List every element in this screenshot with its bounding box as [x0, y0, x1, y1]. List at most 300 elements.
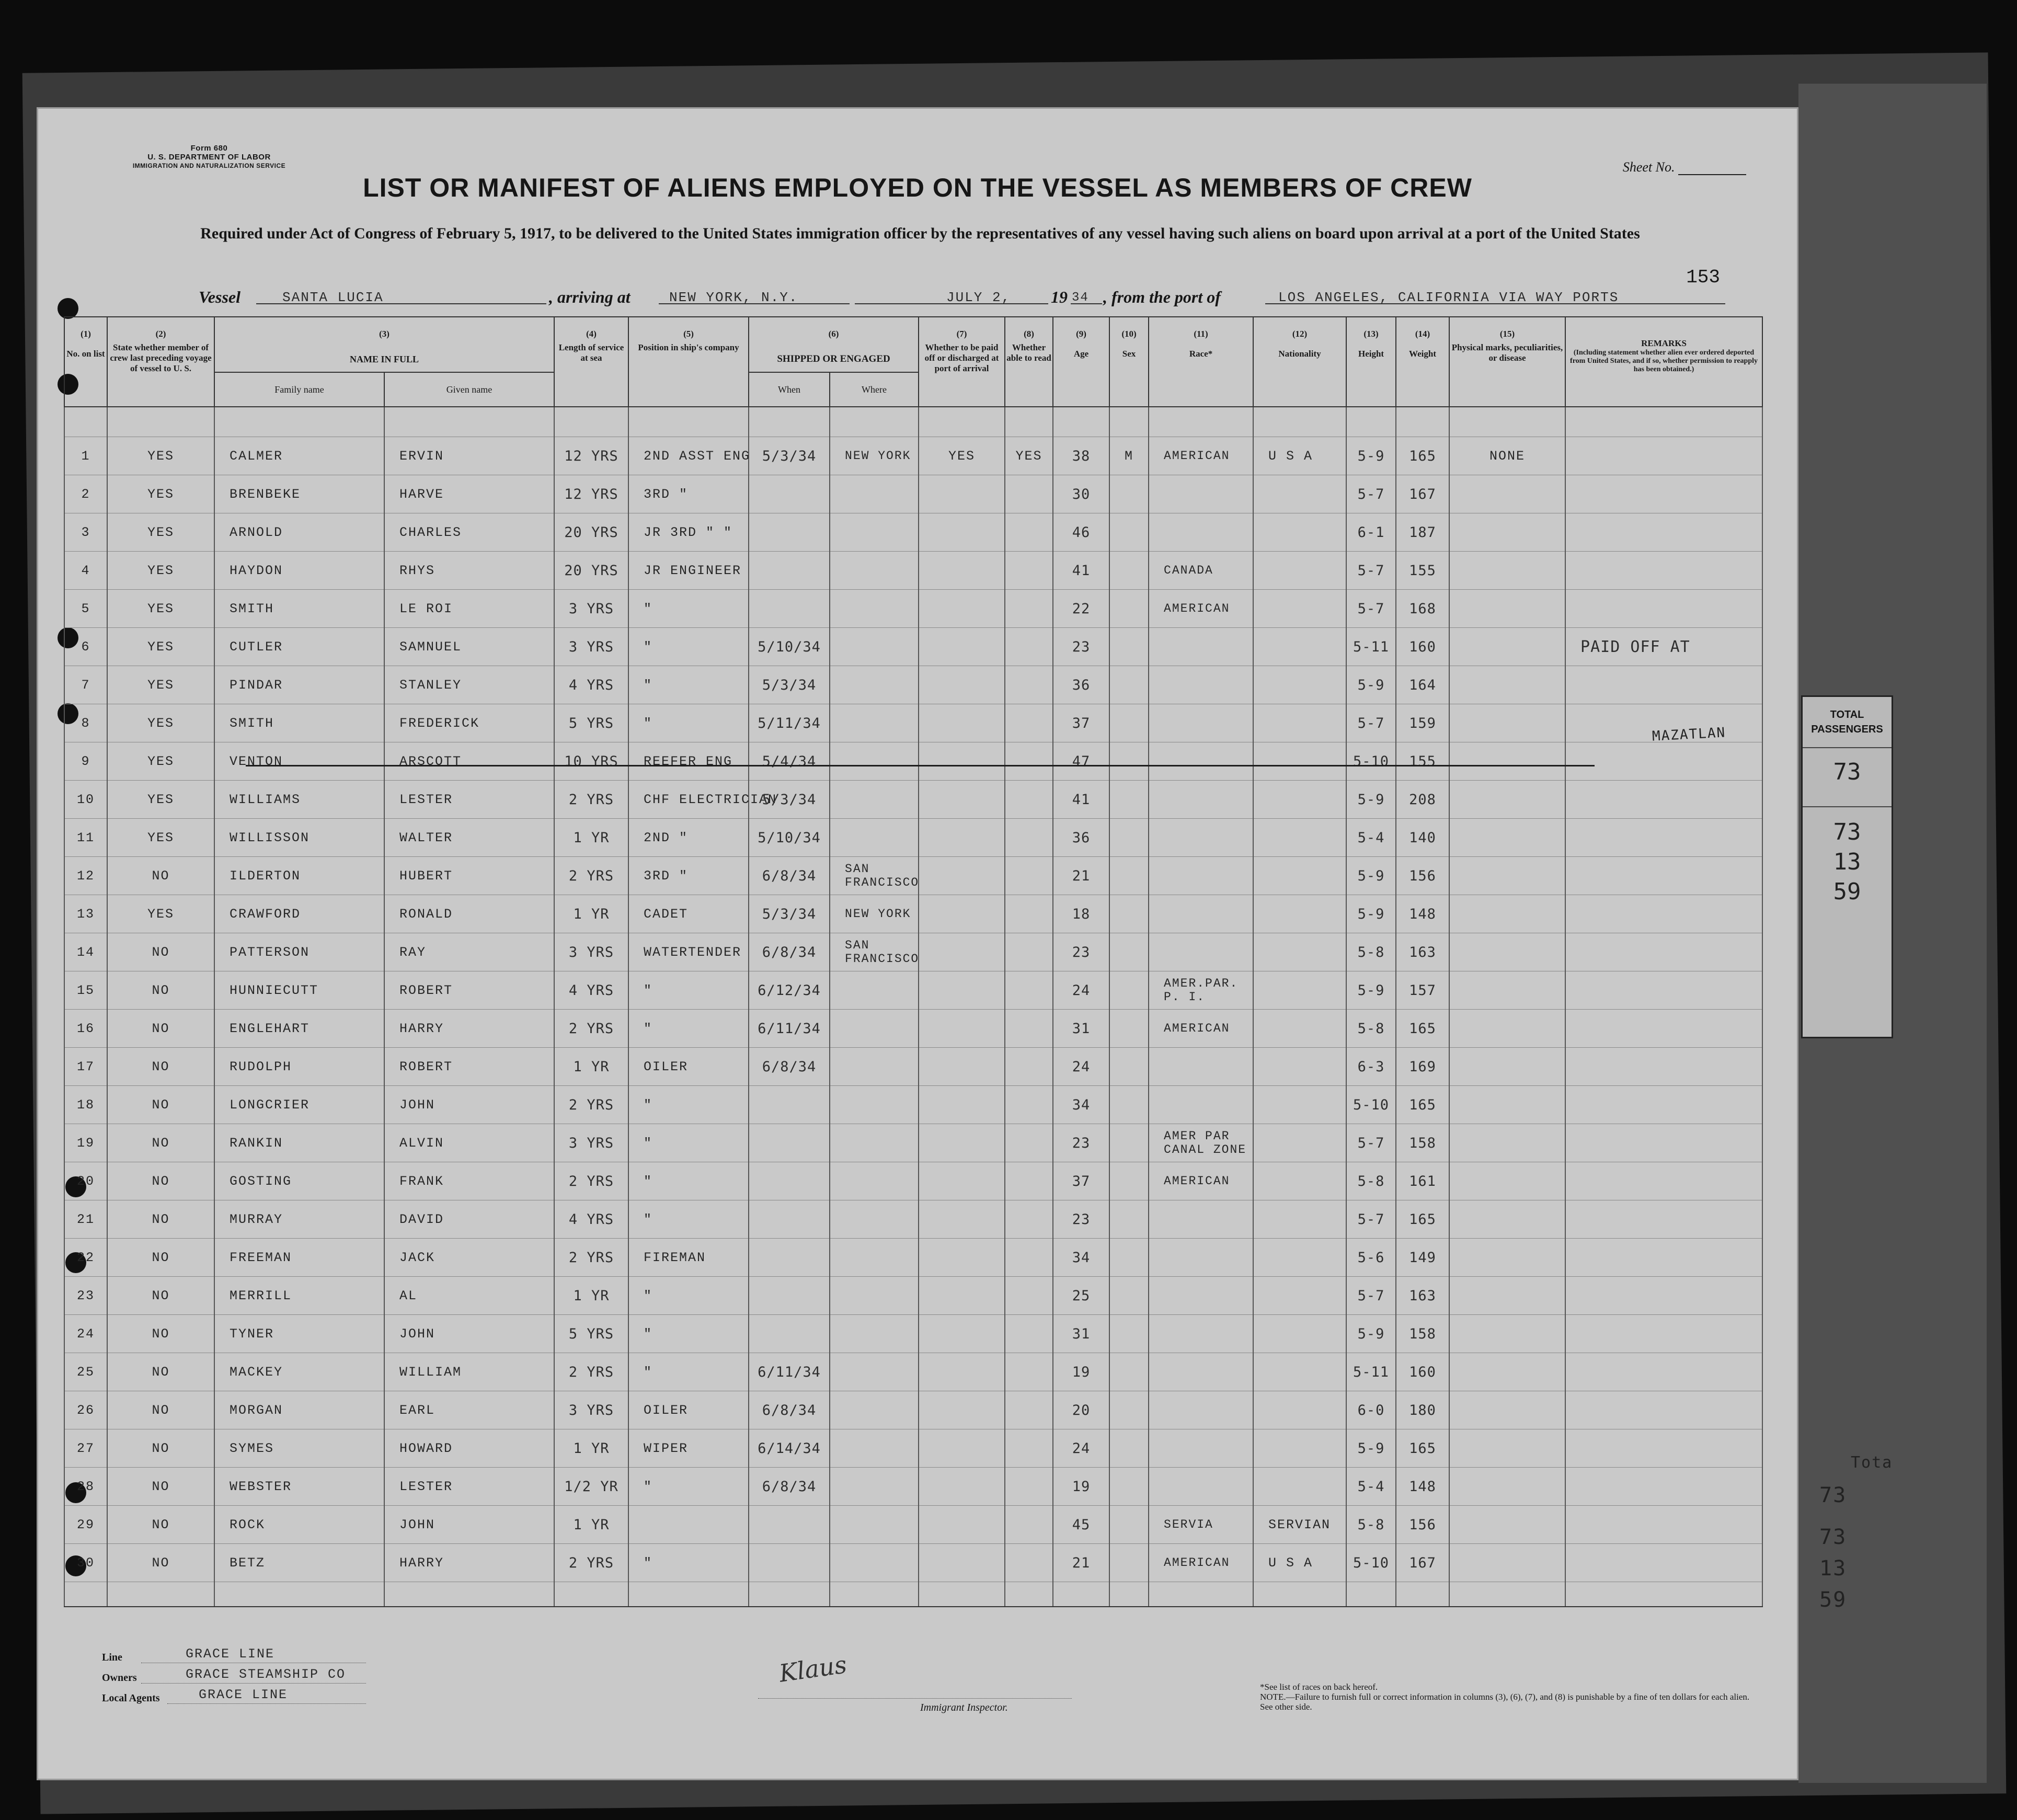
cell-race: AMERICAN [1149, 1544, 1253, 1582]
table-row [64, 590, 1762, 628]
cell-row-number: 24 [64, 1315, 107, 1353]
table-row [64, 1506, 1762, 1544]
cell-race [1149, 1200, 1253, 1239]
cell-race: AMER.PAR. P. I. [1149, 971, 1253, 1010]
cell-age: 23 [1053, 933, 1109, 971]
cell-able-to-read [1005, 895, 1053, 933]
cell-able-to-read [1005, 1506, 1053, 1544]
inspector-signature: Klaus [777, 1650, 849, 1688]
cell-position: " [628, 1124, 749, 1162]
cell-sex [1109, 1429, 1149, 1468]
cell-nationality [1253, 1048, 1346, 1086]
cell-row-number: 27 [64, 1429, 107, 1468]
cell-given-name: SAMNUEL [384, 628, 554, 666]
cell-height: 5-7 [1346, 590, 1396, 628]
shipped-engaged-header: SHIPPED OR ENGAGED [749, 346, 919, 372]
crew-manifest-table [64, 316, 1762, 1618]
arriving-label: , arriving at [549, 288, 631, 306]
cell-race [1149, 1239, 1253, 1277]
col-header-9: (9) Age [1053, 317, 1109, 407]
cell-age: 31 [1053, 1010, 1109, 1048]
table-row [64, 742, 1762, 781]
cell-physical-marks [1449, 666, 1565, 704]
cell-family-name: GOSTING [214, 1162, 384, 1200]
cell-shipped-when [749, 1162, 830, 1200]
cell-nationality [1253, 857, 1346, 895]
cell-remarks [1565, 1010, 1762, 1048]
cell-family-name: BRENBEKE [214, 475, 384, 513]
cell-age: 30 [1053, 475, 1109, 513]
cell-height: 6-3 [1346, 1048, 1396, 1086]
cell-able-to-read [1005, 704, 1053, 742]
table-row [64, 1162, 1762, 1200]
cell-position: " [628, 1468, 749, 1506]
col-header-7: (7) Whether to be paid off or discharged at port of arrival [919, 317, 1005, 407]
cell-row-number: 7 [64, 666, 107, 704]
cell-nationality [1253, 666, 1346, 704]
cell-race [1149, 819, 1253, 857]
cell-physical-marks [1449, 1353, 1565, 1391]
cell-weight: 148 [1396, 1468, 1449, 1506]
cell-age: 23 [1053, 1124, 1109, 1162]
strike-through-line [246, 765, 1595, 766]
cell-sex [1109, 1124, 1149, 1162]
col-header-3: (3) [214, 317, 554, 346]
cell-able-to-read [1005, 819, 1053, 857]
cell-race [1149, 1353, 1253, 1391]
cell-nationality [1253, 1200, 1346, 1239]
cell-remarks [1565, 857, 1762, 895]
tally-value: 59 [1833, 878, 1861, 905]
cell-able-to-read [1005, 1315, 1053, 1353]
cell-nationality: SERVIAN [1253, 1506, 1346, 1544]
cell-nationality [1253, 1315, 1346, 1353]
cell-race [1149, 1277, 1253, 1315]
from-port-label: , from the port of [1103, 288, 1221, 306]
cell-weight: 158 [1396, 1315, 1449, 1353]
cell-given-name: STANLEY [384, 666, 554, 704]
form-number: Form 680 [190, 144, 228, 153]
cell-shipped-where [830, 513, 919, 552]
cell-able-to-read [1005, 1429, 1053, 1468]
cell-remarks [1565, 1353, 1762, 1391]
cell-length-of-service: 5 YRS [554, 1315, 628, 1353]
cell-physical-marks [1449, 933, 1565, 971]
cell-paid-off [919, 1353, 1005, 1391]
cell-age: 41 [1053, 781, 1109, 819]
cell-age: 46 [1053, 513, 1109, 552]
cell-family-name: HAYDON [214, 552, 384, 590]
cell-shipped-where [830, 590, 919, 628]
cell-shipped-when [749, 1277, 830, 1315]
cell-previous-voyage: YES [107, 552, 214, 590]
cell-race [1149, 933, 1253, 971]
cell-height: 6-0 [1346, 1391, 1396, 1429]
cell-weight: 156 [1396, 1506, 1449, 1544]
cell-paid-off [919, 971, 1005, 1010]
cell-able-to-read [1005, 781, 1053, 819]
cell-previous-voyage: NO [107, 1353, 214, 1391]
line-value: GRACE LINE [186, 1646, 275, 1662]
cell-physical-marks [1449, 781, 1565, 819]
cell-length-of-service: 1 YR [554, 1048, 628, 1086]
table-row [64, 781, 1762, 819]
cell-physical-marks [1449, 1277, 1565, 1315]
cell-given-name: DAVID [384, 1200, 554, 1239]
total-passengers-label: TOTAL PASSENGERS [1811, 709, 1883, 735]
cell-shipped-when: 6/11/34 [749, 1010, 830, 1048]
cell-race [1149, 1048, 1253, 1086]
cell-remarks [1565, 590, 1762, 628]
cell-position: 2ND ASST ENG [628, 437, 749, 475]
cell-length-of-service: 20 YRS [554, 552, 628, 590]
cell-age: 45 [1053, 1506, 1109, 1544]
cell-height: 5-10 [1346, 1544, 1396, 1582]
cell-race [1149, 1468, 1253, 1506]
cell-family-name: FREEMAN [214, 1239, 384, 1277]
cell-shipped-when: 5/3/34 [749, 781, 830, 819]
cell-physical-marks [1449, 857, 1565, 895]
cell-remarks [1565, 781, 1762, 819]
cell-position: 3RD " [628, 857, 749, 895]
cell-previous-voyage: YES [107, 590, 214, 628]
cell-able-to-read [1005, 971, 1053, 1010]
cell-able-to-read [1005, 1124, 1053, 1162]
cell-sex [1109, 971, 1149, 1010]
cell-weight: 148 [1396, 895, 1449, 933]
cell-family-name: BETZ [214, 1544, 384, 1582]
cell-nationality [1253, 513, 1346, 552]
cell-height: 5-9 [1346, 781, 1396, 819]
cell-family-name: PATTERSON [214, 933, 384, 971]
cell-remarks [1565, 1048, 1762, 1086]
cell-shipped-when: 5/10/34 [749, 628, 830, 666]
cell-family-name: WILLIAMS [214, 781, 384, 819]
cell-previous-voyage: NO [107, 1086, 214, 1124]
cell-given-name: EARL [384, 1391, 554, 1429]
cell-paid-off [919, 475, 1005, 513]
cell-row-number: 28 [64, 1468, 107, 1506]
cell-row-number: 20 [64, 1162, 107, 1200]
cell-nationality [1253, 1086, 1346, 1124]
cell-able-to-read [1005, 1353, 1053, 1391]
cell-nationality [1253, 590, 1346, 628]
side-total-value: 73 [1819, 1525, 1847, 1549]
cell-paid-off [919, 1010, 1005, 1048]
cell-nationality [1253, 1468, 1346, 1506]
cell-paid-off [919, 590, 1005, 628]
cell-sex [1109, 1544, 1149, 1582]
cell-length-of-service: 4 YRS [554, 666, 628, 704]
cell-nationality [1253, 819, 1346, 857]
cell-age: 21 [1053, 857, 1109, 895]
cell-shipped-when: 6/11/34 [749, 1353, 830, 1391]
cell-weight: 165 [1396, 1429, 1449, 1468]
cell-given-name: JOHN [384, 1315, 554, 1353]
cell-age: 41 [1053, 552, 1109, 590]
form-identifier [94, 144, 324, 170]
cell-remarks [1565, 1506, 1762, 1544]
cell-able-to-read [1005, 475, 1053, 513]
table-row [64, 1391, 1762, 1429]
cell-position: " [628, 1086, 749, 1124]
cell-shipped-when [749, 1315, 830, 1353]
cell-position: WIPER [628, 1429, 749, 1468]
table-row [64, 552, 1762, 590]
cell-able-to-read [1005, 1544, 1053, 1582]
table-row [64, 1277, 1762, 1315]
cell-sex [1109, 1162, 1149, 1200]
cell-age: 24 [1053, 1048, 1109, 1086]
col-header-15: (15) Physical marks, peculiarities, or disease [1449, 317, 1565, 407]
cell-row-number: 15 [64, 971, 107, 1010]
cell-nationality [1253, 1162, 1346, 1200]
cell-physical-marks [1449, 895, 1565, 933]
cell-height: 5-10 [1346, 742, 1396, 781]
family-name-header: Family name [214, 372, 384, 407]
remark-place: MAZATLAN [1652, 725, 1726, 745]
cell-shipped-where [830, 1429, 919, 1468]
cell-remarks [1565, 1315, 1762, 1353]
cell-previous-voyage: NO [107, 1544, 214, 1582]
cell-position: OILER [628, 1048, 749, 1086]
cell-height: 5-9 [1346, 1429, 1396, 1468]
cell-length-of-service: 5 YRS [554, 704, 628, 742]
cell-row-number: 9 [64, 742, 107, 781]
cell-physical-marks [1449, 590, 1565, 628]
cell-weight: 165 [1396, 1086, 1449, 1124]
cell-remarks [1565, 1124, 1762, 1162]
table-row [64, 1239, 1762, 1277]
cell-length-of-service: 1 YR [554, 1506, 628, 1544]
col-header-5: (5) Position in ship's company [628, 317, 749, 407]
cell-position: FIREMAN [628, 1239, 749, 1277]
cell-given-name: RHYS [384, 552, 554, 590]
cell-height: 5-11 [1346, 1353, 1396, 1391]
page-number: 153 [1686, 267, 1720, 288]
cell-paid-off [919, 628, 1005, 666]
cell-length-of-service: 1 YR [554, 819, 628, 857]
cell-shipped-when: 5/11/34 [749, 704, 830, 742]
cell-paid-off: YES [919, 437, 1005, 475]
cell-race [1149, 895, 1253, 933]
cell-paid-off [919, 1162, 1005, 1200]
vessel-label: Vessel [199, 288, 240, 306]
cell-sex: M [1109, 437, 1149, 475]
cell-row-number: 22 [64, 1239, 107, 1277]
cell-paid-off [919, 742, 1005, 781]
cell-race: SERVIA [1149, 1506, 1253, 1544]
cell-position: " [628, 1353, 749, 1391]
cell-shipped-where [830, 475, 919, 513]
cell-shipped-when: 5/3/34 [749, 666, 830, 704]
cell-sex [1109, 1200, 1149, 1239]
cell-sex [1109, 933, 1149, 971]
cell-paid-off [919, 1200, 1005, 1239]
cell-previous-voyage: YES [107, 513, 214, 552]
cell-previous-voyage: NO [107, 1162, 214, 1200]
cell-position: " [628, 1544, 749, 1582]
cell-weight: 149 [1396, 1239, 1449, 1277]
cell-shipped-when: 6/8/34 [749, 1048, 830, 1086]
cell-length-of-service: 10 YRS [554, 742, 628, 781]
cell-nationality [1253, 1277, 1346, 1315]
cell-sex [1109, 1391, 1149, 1429]
cell-weight: 167 [1396, 1544, 1449, 1582]
cell-race [1149, 1429, 1253, 1468]
cell-sex [1109, 895, 1149, 933]
cell-sex [1109, 1010, 1149, 1048]
cell-given-name: HUBERT [384, 857, 554, 895]
cell-row-number: 21 [64, 1200, 107, 1239]
cell-family-name: CUTLER [214, 628, 384, 666]
arrival-year: 34 [1072, 291, 1089, 305]
total-passengers-box [1801, 695, 1893, 1038]
cell-paid-off [919, 552, 1005, 590]
cell-position: " [628, 971, 749, 1010]
footnotes [1260, 1682, 1751, 1712]
cell-height: 5-10 [1346, 1086, 1396, 1124]
cell-age: 31 [1053, 1315, 1109, 1353]
cell-shipped-when [749, 1086, 830, 1124]
cell-age: 34 [1053, 1086, 1109, 1124]
cell-sex [1109, 590, 1149, 628]
cell-age: 18 [1053, 895, 1109, 933]
cell-row-number: 11 [64, 819, 107, 857]
cell-previous-voyage: NO [107, 1200, 214, 1239]
cell-shipped-where [830, 1544, 919, 1582]
cell-sex [1109, 475, 1149, 513]
cell-able-to-read [1005, 1239, 1053, 1277]
cell-physical-marks [1449, 742, 1565, 781]
cell-previous-voyage: YES [107, 628, 214, 666]
manifest-sheet [37, 107, 1798, 1780]
cell-age: 23 [1053, 1200, 1109, 1239]
cell-length-of-service: 2 YRS [554, 1086, 628, 1124]
cell-position: " [628, 1162, 749, 1200]
cell-remarks [1565, 1391, 1762, 1429]
col-header-remarks: REMARKS (Including statement whether alien ever ordered deported from United States, and if so, whether permission to reapply has been obtained.) [1565, 317, 1762, 407]
cell-able-to-read [1005, 1277, 1053, 1315]
cell-given-name: AL [384, 1277, 554, 1315]
cell-paid-off [919, 1277, 1005, 1315]
cell-given-name: LESTER [384, 781, 554, 819]
cell-sex [1109, 1239, 1149, 1277]
cell-shipped-where: SAN FRANCISCO [830, 857, 919, 895]
cell-shipped-where [830, 1277, 919, 1315]
cell-able-to-read [1005, 1048, 1053, 1086]
cell-shipped-when: 6/8/34 [749, 857, 830, 895]
cell-remarks [1565, 475, 1762, 513]
cell-weight: 165 [1396, 1200, 1449, 1239]
cell-shipped-when: 5/3/34 [749, 895, 830, 933]
cell-position: " [628, 628, 749, 666]
cell-shipped-when [749, 1506, 830, 1544]
cell-age: 47 [1053, 742, 1109, 781]
cell-physical-marks [1449, 628, 1565, 666]
cell-paid-off [919, 1429, 1005, 1468]
cell-nationality [1253, 628, 1346, 666]
cell-position: CHF ELECTRICIAN [628, 781, 749, 819]
cell-previous-voyage: NO [107, 971, 214, 1010]
cell-row-number: 2 [64, 475, 107, 513]
cell-weight: 156 [1396, 857, 1449, 895]
cell-able-to-read [1005, 933, 1053, 971]
cell-shipped-when [749, 590, 830, 628]
vessel-name: SANTA LUCIA [282, 290, 384, 305]
cell-shipped-when: 6/12/34 [749, 971, 830, 1010]
table-row [64, 895, 1762, 933]
cell-position [628, 1506, 749, 1544]
cell-sex [1109, 1277, 1149, 1315]
owners-value: GRACE STEAMSHIP CO [186, 1667, 346, 1682]
cell-physical-marks [1449, 552, 1565, 590]
cell-weight: 160 [1396, 628, 1449, 666]
cell-family-name: SMITH [214, 590, 384, 628]
cell-paid-off [919, 1544, 1005, 1582]
table-row [64, 475, 1762, 513]
cell-length-of-service: 2 YRS [554, 1010, 628, 1048]
cell-sex [1109, 781, 1149, 819]
table-row [64, 819, 1762, 857]
cell-sex [1109, 1468, 1149, 1506]
cell-shipped-where [830, 552, 919, 590]
side-total-label: Tota [1851, 1453, 1893, 1472]
cell-weight: 208 [1396, 781, 1449, 819]
cell-length-of-service: 2 YRS [554, 1162, 628, 1200]
col-header-10: (10) Sex [1109, 317, 1149, 407]
cell-row-number: 12 [64, 857, 107, 895]
cell-position: REEFER ENG [628, 742, 749, 781]
cell-row-number: 4 [64, 552, 107, 590]
cell-shipped-where: NEW YORK [830, 895, 919, 933]
cell-given-name: RONALD [384, 895, 554, 933]
cell-length-of-service: 3 YRS [554, 628, 628, 666]
cell-remarks [1565, 933, 1762, 971]
cell-able-to-read: YES [1005, 437, 1053, 475]
cell-age: 19 [1053, 1468, 1109, 1506]
cell-length-of-service: 20 YRS [554, 513, 628, 552]
cell-nationality [1253, 1391, 1346, 1429]
cell-remarks [1565, 1162, 1762, 1200]
cell-height: 5-8 [1346, 933, 1396, 971]
cell-weight: 155 [1396, 742, 1449, 781]
cell-length-of-service: 1 YR [554, 895, 628, 933]
table-row [64, 666, 1762, 704]
cell-row-number: 10 [64, 781, 107, 819]
cell-age: 36 [1053, 819, 1109, 857]
cell-length-of-service: 2 YRS [554, 1544, 628, 1582]
cell-able-to-read [1005, 1468, 1053, 1506]
cell-sex [1109, 513, 1149, 552]
cell-physical-marks [1449, 1200, 1565, 1239]
cell-remarks [1565, 1277, 1762, 1315]
agents-value: GRACE LINE [199, 1687, 288, 1702]
cell-row-number: 13 [64, 895, 107, 933]
cell-paid-off [919, 1468, 1005, 1506]
cell-weight: 187 [1396, 513, 1449, 552]
cell-race: AMERICAN [1149, 590, 1253, 628]
cell-length-of-service: 3 YRS [554, 1124, 628, 1162]
cell-race [1149, 1086, 1253, 1124]
cell-shipped-where: SAN FRANCISCO [830, 933, 919, 971]
cell-height: 5-11 [1346, 628, 1396, 666]
cell-row-number: 18 [64, 1086, 107, 1124]
cell-age: 36 [1053, 666, 1109, 704]
cell-row-number: 17 [64, 1048, 107, 1086]
cell-shipped-where [830, 781, 919, 819]
cell-weight: 164 [1396, 666, 1449, 704]
